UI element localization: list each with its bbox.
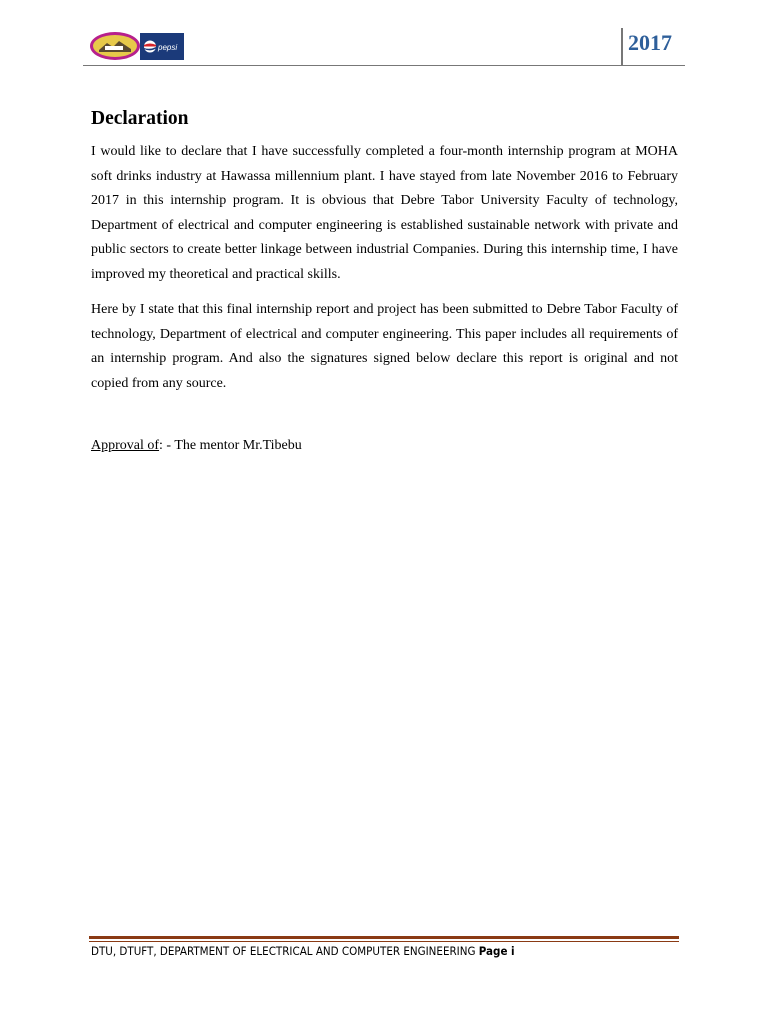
footer-rule-thin xyxy=(89,941,679,942)
approval-line xyxy=(91,438,302,454)
header-year: 2017 xyxy=(628,30,672,55)
moha-logo xyxy=(90,32,140,60)
pepsi-logo xyxy=(140,33,184,60)
declaration-paragraph-1: I would like to declare that I have successfully completed a four-month internship program at MOHA soft drinks industry at Hawassa millennium plant. I have stayed from late November 2016 to February 2017 in this internship program. It is obvious that Debre Tabor University Faculty of technology, Department of electrical and computer engineering is established sustainable network with private and public sectors to create better linkage between industrial Companies. During this internship time, I have improved my theoretical and practical skills. xyxy=(91,144,678,282)
approval-label: Approval of xyxy=(91,438,160,453)
footer-rule-thick xyxy=(89,936,679,939)
header-divider xyxy=(621,28,623,66)
svg-text:pepsi: pepsi xyxy=(158,43,178,52)
header-logos xyxy=(90,32,184,62)
footer-text: DTU, DTUFT, DEPARTMENT OF ELECTRICAL AND COMPUTER ENGINEERING xyxy=(91,944,476,958)
header-rule xyxy=(83,65,685,66)
declaration-paragraph-2: Here by I state that this final internship report and project has been submitted to Debre Tabor Faculty of technology, Department of electrical and computer engineering. This paper includes all requirements of an internship program. And also the signatures signed below declare this report is original and not copied from any source. xyxy=(91,302,678,391)
page-title: Declaration xyxy=(91,108,189,129)
footer-page-number: Page i xyxy=(478,944,515,958)
page-footer xyxy=(91,944,515,958)
approval-text: : - The mentor Mr.Tibebu xyxy=(159,438,302,453)
